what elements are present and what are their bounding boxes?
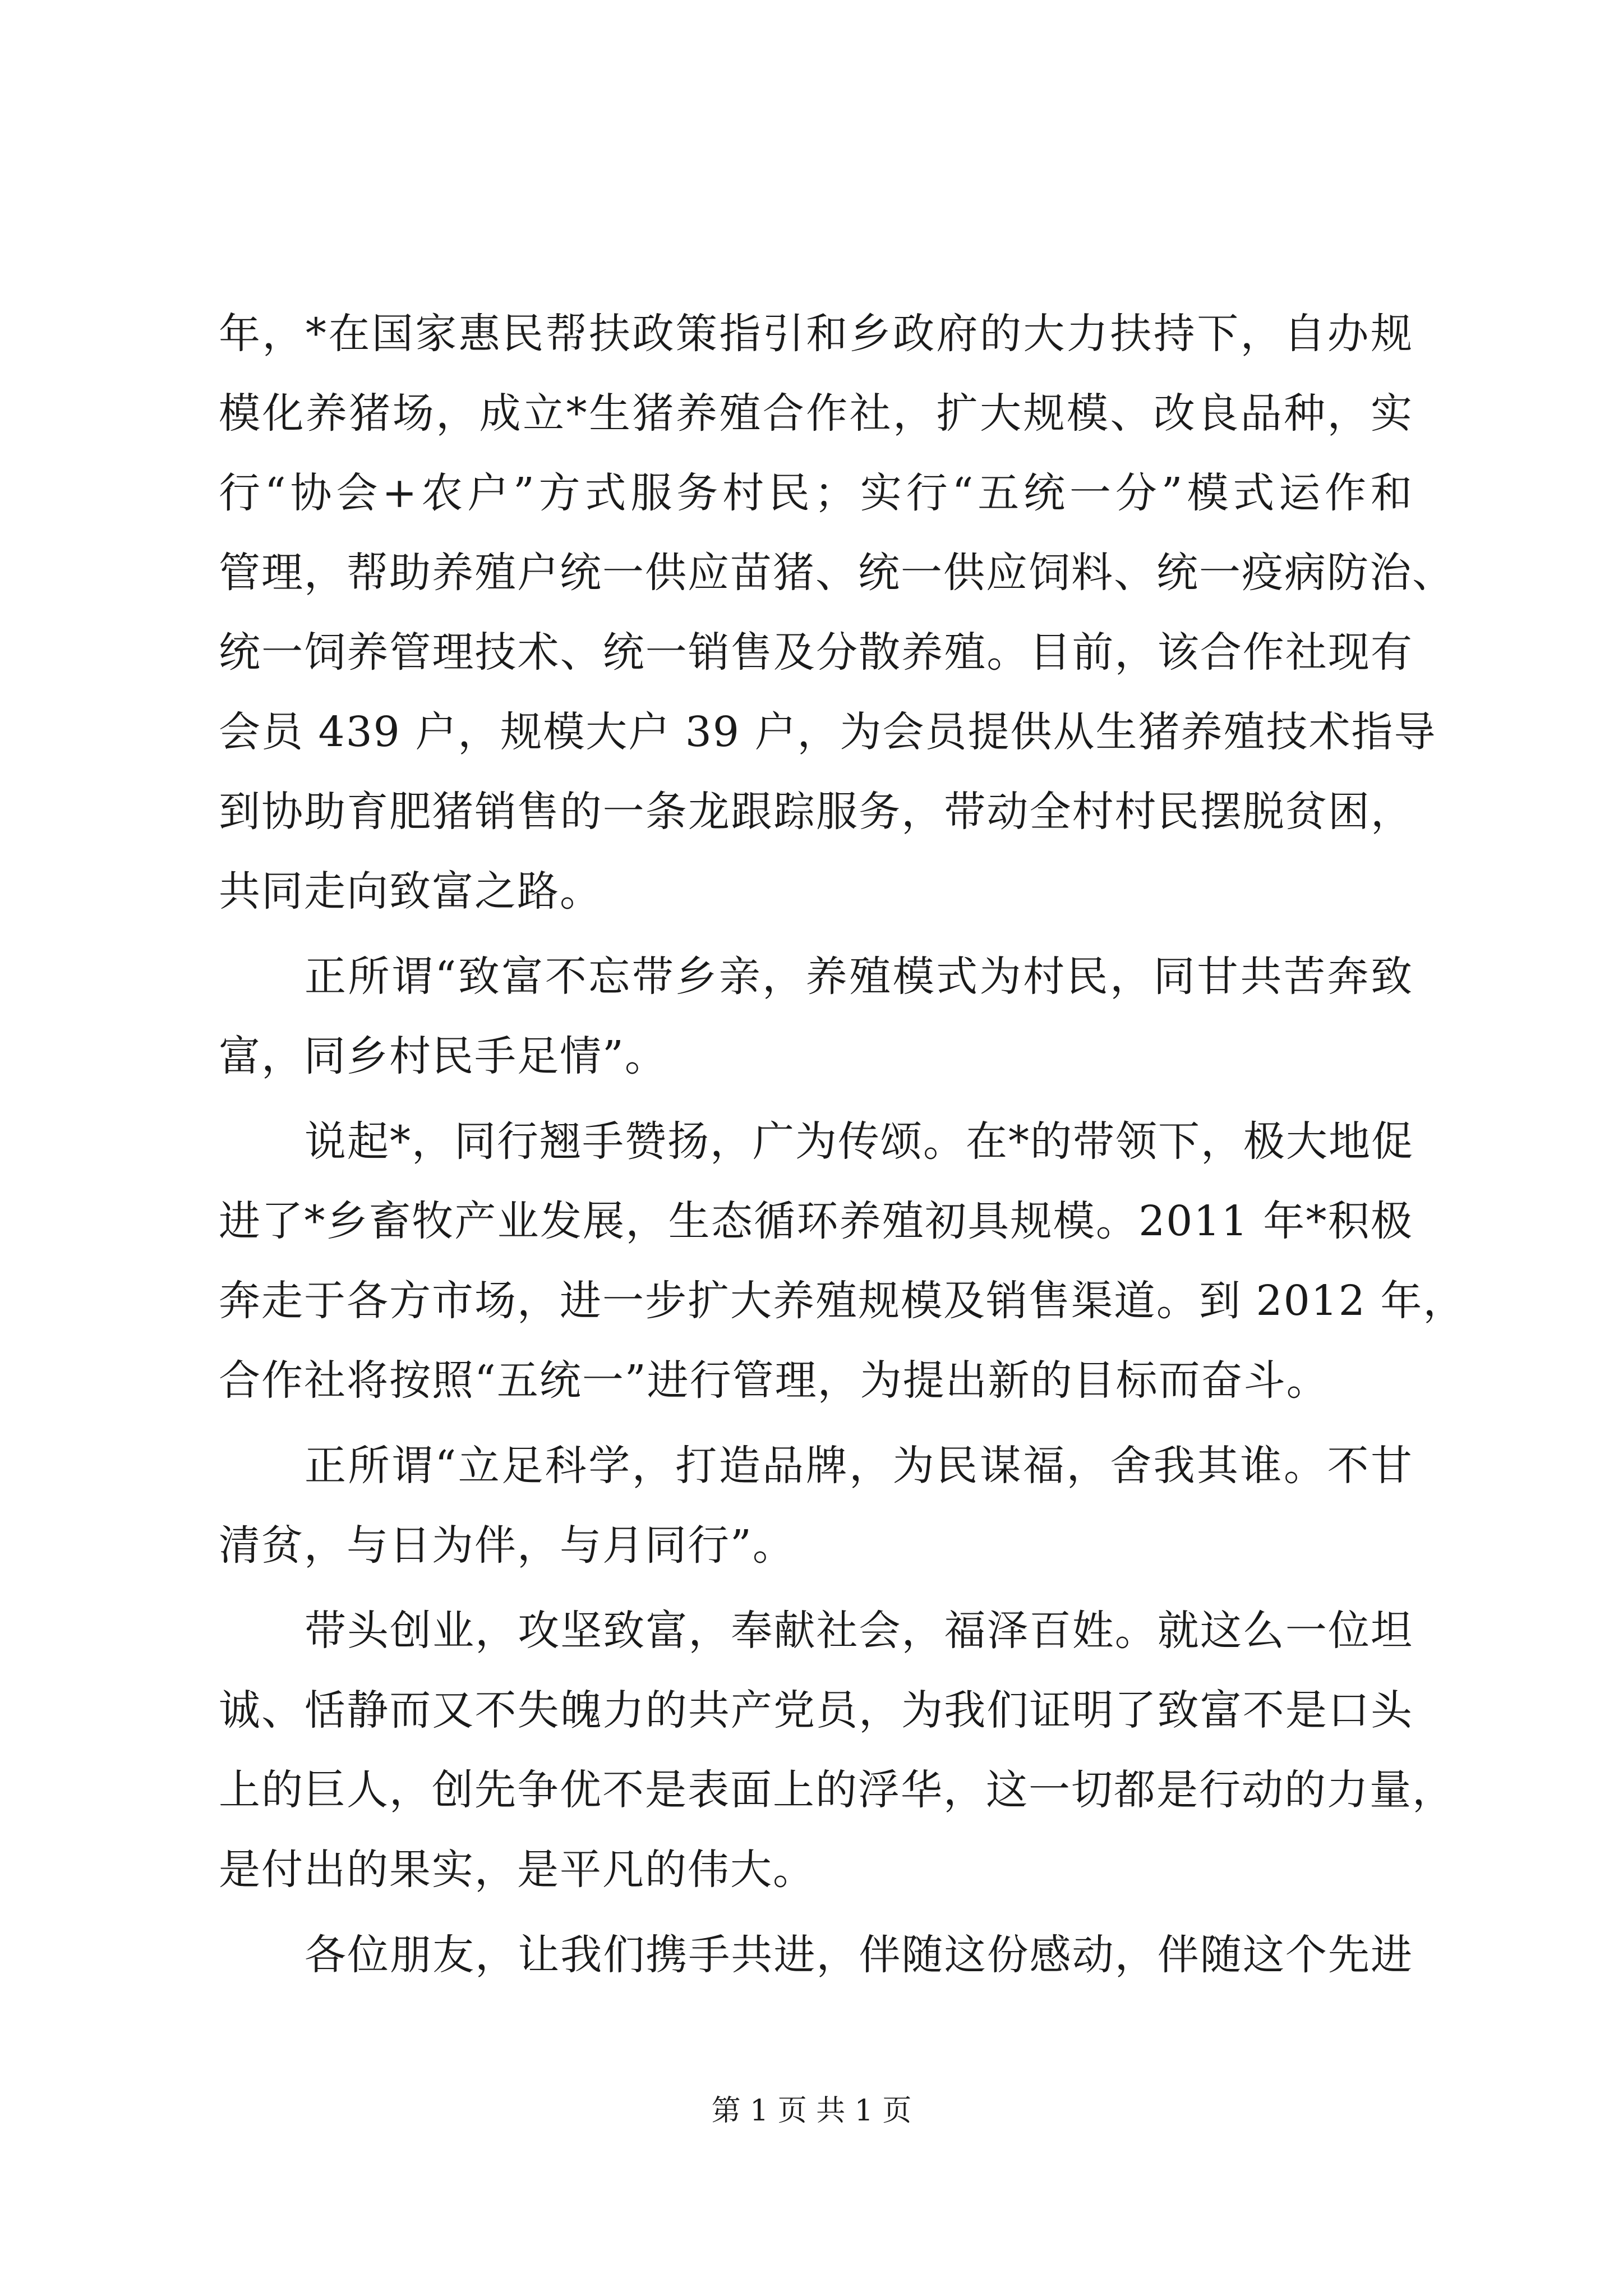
text-line: 到协助育肥猪销售的一条龙跟踪服务，带动全村村民摆脱贫困， — [219, 788, 1413, 836]
page-number-footer: 第 1 页 共 1 页 — [711, 2094, 912, 2128]
text-line: 合作社将按照“五统一”进行管理，为提出新的目标而奋斗。 — [219, 1356, 1329, 1405]
text-line: 进了*乡畜牧产业发展，生态循环养殖初具规模。2011 年*积极 — [219, 1197, 1413, 1245]
text-line: 正所谓“致富不忘带乡亲，养殖模式为村民，同甘共苦奔致 — [305, 953, 1413, 1001]
text-line: 上的巨人，创先争优不是表面上的浮华，这一切都是行动的力量， — [219, 1766, 1455, 1814]
text-line: 年，*在国家惠民帮扶政策指引和乡政府的大力扶持下，自办规 — [219, 310, 1413, 358]
text-line: 各位朋友，让我们携手共进，伴随这份感动，伴随这个先进 — [305, 1931, 1413, 1979]
text-line: 清贫，与日为伴，与月同行”。 — [219, 1521, 795, 1570]
text-line: 带头创业，攻坚致富，奉献社会，福泽百姓。就这么一位坦 — [305, 1607, 1413, 1655]
text-line: 说起*，同行翘手赞扬，广为传颂。在*的带领下，极大地促 — [305, 1117, 1414, 1166]
text-line: 诚、恬静而又不失魄力的共产党员，为我们证明了致富不是口头 — [219, 1686, 1413, 1734]
text-line: 奔走于各方市场，进一步扩大养殖规模及销售渠道。到 2012 年， — [219, 1277, 1466, 1325]
text-line: 正所谓“立足科学，打造品牌，为民谋福，舍我其谁。不甘 — [305, 1442, 1413, 1490]
text-line: 会员 439 户，规模大户 39 户，为会员提供从生猪养殖技术指导 — [219, 708, 1437, 756]
text-line: 是付出的果实，是平凡的伟大。 — [219, 1846, 815, 1894]
text-line: 模化养猪场，成立*生猪养殖合作社，扩大规模、改良品种，实 — [219, 389, 1413, 438]
text-line: 统一饲养管理技术、统一销售及分散养殖。目前，该合作社现有 — [219, 628, 1413, 677]
text-line: 富，同乡村民手足情”。 — [219, 1032, 667, 1080]
text-line: 行“协会+农户”方式服务村民；实行“五统一分”模式运作和 — [219, 469, 1413, 517]
text-line: 管理，帮助养殖户统一供应苗猪、统一供应饲料、统一疫病防治、 — [219, 549, 1455, 597]
text-line: 共同走向致富之路。 — [219, 867, 602, 915]
